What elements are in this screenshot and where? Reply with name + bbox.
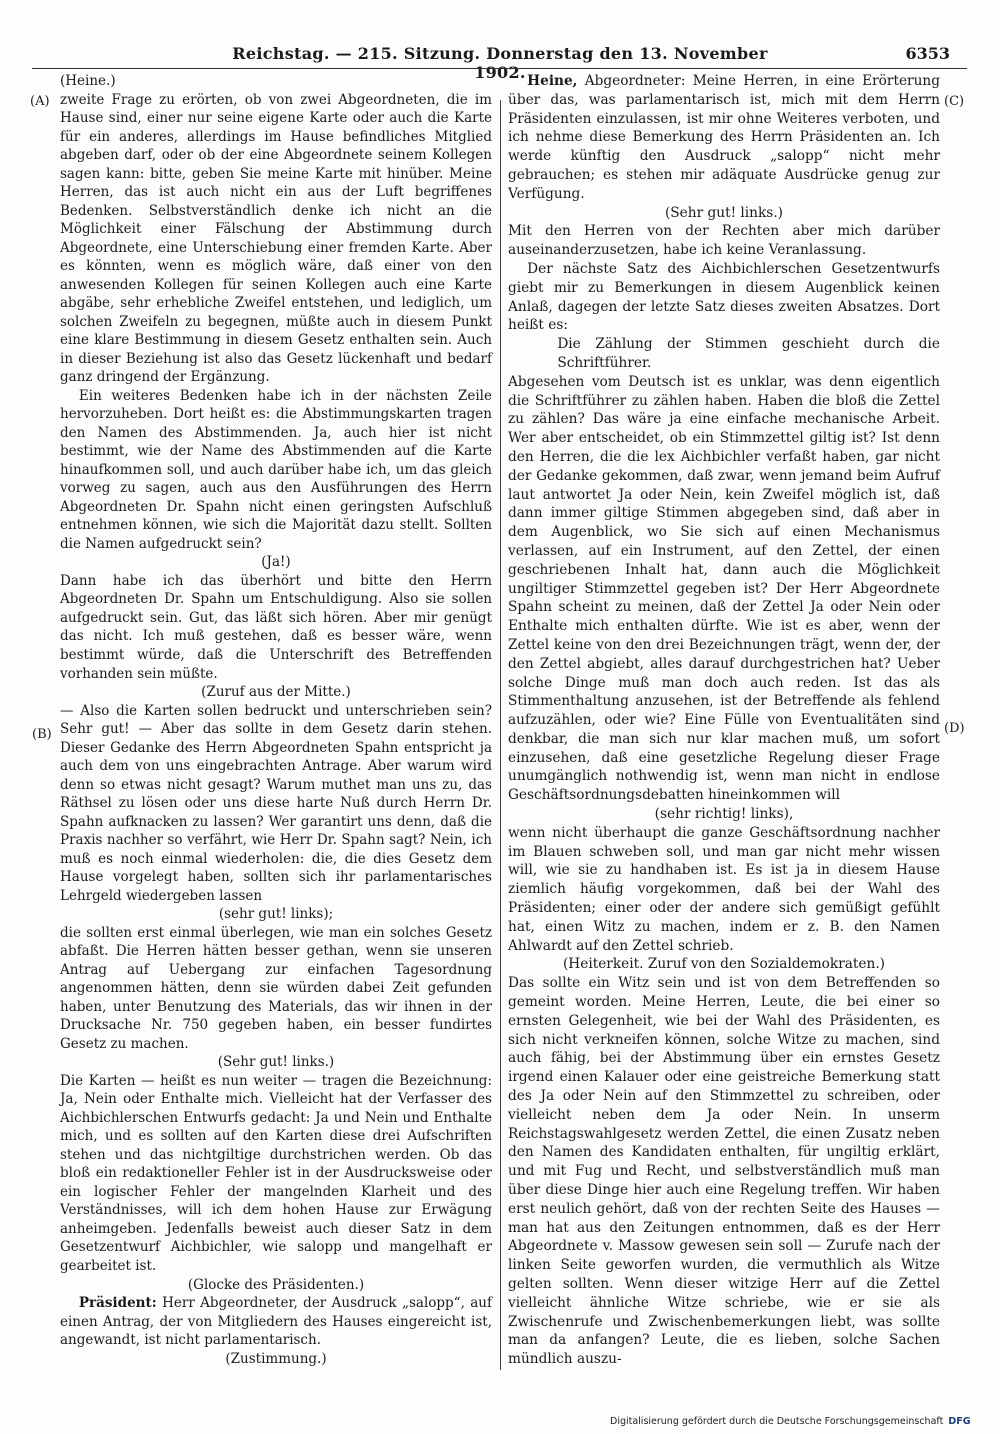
paragraph: Die Karten — heißt es nun weiter — tragen die Bezeichnung: Ja, Nein oder Enthalte mich. Vielleicht hat der Verfasser des Aichbichlerschen Entwurfs gedacht: Ja und Nein und Enthalte mich, und es sollten auf den Karten diese drei Aufschriften stehen und das nichtgiltige durchstrichen werden. Ob das bloß ein redaktioneller Fehler ist in der Ausdrucksweise oder ein logischer Fehler der mangelnden Klarheit und des Verständnisses, will ich dem hohen Hause zur Erwägung anheimgeben. Jedenfalls beweist auch dieser Satz in dem Gesetzentwurf Aichbichler, wie salopp und mangelhaft er gearbeitet ist. bbox=[60, 1072, 492, 1274]
margin-marker-c: (C) bbox=[944, 94, 965, 109]
margin-marker-a: (A) bbox=[30, 94, 50, 109]
left-column bbox=[60, 72, 492, 1368]
interjection: (Sehr gut! links.) bbox=[664, 204, 784, 221]
interjection: (Heiterkeit. Zuruf von den Sozialdemokraten.) bbox=[562, 956, 886, 973]
margin-marker-b: (B) bbox=[32, 727, 52, 742]
interjection: (sehr richtig! links), bbox=[654, 806, 794, 823]
footer bbox=[610, 1416, 971, 1427]
interjection: (Sehr gut! links.) bbox=[217, 1054, 335, 1071]
dfg-logo: DFG bbox=[948, 1416, 971, 1427]
interjection: (sehr gut! links); bbox=[218, 906, 334, 923]
speaker-paragraph bbox=[508, 72, 940, 204]
speaker-paragraph bbox=[60, 1294, 492, 1350]
column-rule bbox=[500, 100, 501, 1370]
interjection: (Glocke des Präsidenten.) bbox=[187, 1276, 365, 1293]
page-header: Reichstag. — 215. Sitzung. Donnerstag den 13. November 1902. bbox=[232, 44, 768, 82]
speaker-text: Abgeordneter: Meine Herren, in eine Erörterung über das, was parlamentarisch ist, mich mit dem Herrn Präsidenten einzulassen, ist mir ohne Weiteres verboten, und ich nehme diese Bemerkung des Herrn Präsidenten an. Ich werde künftig den Ausdruck „salopp“ nicht mehr gebrauchen; es stehen mir adäquate Ausdrücke genug zur Verfügung. bbox=[508, 73, 940, 202]
paragraph: — Also die Karten sollen bedruckt und unterschrieben sein? Sehr gut! — Aber das sollte in dem Gesetz darin stehen. Dieser Gedanke des Herrn Abgeordneten Spahn entspricht ja auch dem von uns eingebrachten Antrage. Aber warum wird denn so etwas nicht gesagt? Warum muthet man uns zu, das Räthsel zu lösen oder uns diese harte Nuß durch Herrn Dr. Spahn aufknacken zu lassen? Wer garantirt uns denn, daß die Praxis nachher so verfährt, wie Herr Dr. Spahn sagt? Nein, ich muß es noch einmal wiederholen: die, die dies Gesetz dem Hause vorgelegt haben, sollten sich ihr parlamentarisches Lehrgeld wiedergeben lassen bbox=[60, 702, 492, 904]
paragraph: Das sollte ein Witz sein und ist von dem Betreffenden so gemeint worden. Meine Herren, Leute, die bei einer so ernsten Gelegenheit, wie bei der Wahl des Präsidenten, es sich nicht verkneifen können, solche Witze zu machen, sind auch fähig, bei der Abstimmung über ein ernstes Gesetz irgend einen Kalauer oder eine geistreiche Bemerkung statt des Ja oder Nein auf den Stimmzettel zu schreiben, oder vielleicht neben dem Ja oder Nein. In unserm Reichstagswahlgesetz werden Zettel, die einen Zusatz neben den Namen des Kandidaten enthalten, für ungiltig erklärt, und mit Fug und Recht, und selbstverständlich muß man über diese Dinge hier auch eine Regelung treffen. Wir haben erst neulich gehört, daß von der rechten Seite des Hauses — man hat aus den Zeitungen entnommen, daß es der Herr Abgeordnete v. Massow gewesen sein soll — Zurufe nach der linken Seite geworfen wurden, die vermuthlich als Witze gelten sollten. Wenn dieser witzige Herr auf die Zettel vielleicht ähnliche Witze schriebe, wie er sie als Zwischenrufe und Zwischenbemerkungen liebt, was sollte man da anfangen? Leute, die es lieben, solche Sachen mündlich auszu- bbox=[508, 975, 940, 1368]
paragraph: zweite Frage zu erörten, ob von zwei Abgeordneten, die im Hause sind, einer nur seine eigene Karte oder auch die Karte für ein anderes, allerdings im Hause befindliches Mitglied abgeben darf, oder ob der eine Abgeordnete seinem Kollegen sagen kann: bitte, geben Sie meine Karte mit hinüber. Meine Herren, das ist auch nicht ein aus der Luft begriffenes Bedenken. Selbstverständlich denke ich nicht an die Möglichkeit einer Fälschung der Abstimmung durch Abgeordnete, eine Unterschiebung einer fremden Karte. Aber es könnten, wenn es möglich wäre, daß einer von den anwesenden Kollegen für seinen Kollegen auch eine Karte abgäbe, sehr erhebliche Zweifel entstehen, und lediglich, um solchen Zweifeln zu begegnen, müßte auch in diesem Punkt eine klare Bestimmung in diesem Gesetz enthalten sein. Auch in dieser Beziehung ist also das Gesetz lückenhaft und bedarf ganz dringend der Ergänzung. bbox=[60, 91, 492, 386]
footer-text: Digitalisierung gefördert durch die Deutsche Forschungsgemeinschaft bbox=[610, 1416, 944, 1427]
paragraph: (Heine.) bbox=[60, 73, 116, 89]
speaker-name: Präsident: bbox=[78, 1295, 157, 1312]
paragraph: wenn nicht überhaupt die ganze Geschäftsordnung nachher im Blauen schweben soll, und man gar nicht mehr wissen will, wie sie zu handhaben ist. Es ist ja in diesem Hause ziemlich häufig vorgekommen, daß bei der Wahl des Präsidenten; einer oder der andere sich gemüßigt gefühlt hat, einen Witz zu machen, indem er z. B. den Namen Ahlwardt auf den Zettel schrieb. bbox=[508, 824, 940, 954]
speaker-name: Heine, bbox=[527, 73, 578, 89]
interjection: (Zustimmung.) bbox=[225, 1350, 327, 1367]
paragraph: Dann habe ich das überhört und bitte den Herrn Abgeordneten Dr. Spahn um Entschuldigung. Also sie sollen aufgedruckt sein. Gut, das läßt sich hören. Aber mir genügt das nicht. Ich muß gestehen, daß es besser wäre, wenn bestimmt würde, daß die Unterschrift des Betreffenden vorhanden sein müßte. bbox=[60, 572, 492, 682]
paragraph: die sollten erst einmal überlegen, wie man ein solches Gesetz abfaßt. Die Herren hätten besser gethan, wenn sie unseren Antrag auf Uebergang zur einfachen Tagesordnung angenommen hätten, denn sie würden dabei Zeit gefunden haben, unter Benutzung des Materials, das wir ihnen in der Drucksache Nr. 750 gegeben haben, ein besser fundirtes Gesetz zu machen. bbox=[60, 924, 492, 1052]
interjection: (Zuruf aus der Mitte.) bbox=[201, 684, 351, 701]
page-number: 6353 bbox=[905, 44, 950, 63]
paragraph: Mit den Herren von der Rechten aber mich darüber auseinanderzusetzen, habe ich keine Veranlassung. bbox=[508, 223, 940, 259]
paragraph: Abgesehen vom Deutsch ist es unklar, was denn eigentlich die Schriftführer zu zählen haben. Haben die bloß die Zettel zu zählen? Das wäre ja eine einfache mechanische Arbeit. Wer aber entscheidet, ob ein Stimmzettel giltig ist? Ist denn den Herren, die die lex Aichbichler verfaßt haben, gar nicht der Gedanke gekommen, daß zwar, wenn jemand beim Aufruf laut antwortet Ja oder Nein, kein Zweifel möglich ist, daß dann immer giltige Stimmen abgegeben sind, daß aber in dem Augenblick, wo Sie sich auf einen Mechanismus verlassen, auf ein Instrument, auf den Zettel, der einen geschriebenen Inhalt hat, dann auch die Möglichkeit ungiltiger Stimmzettel gegeben ist? Der Herr Abgeordnete Spahn scheint zu meinen, daß der Zettel Ja oder Nein oder Enthalte mich enthalten dürfte. Wie ist es aber, wenn der Zettel keine von den drei Bezeichnungen trägt, wenn der, der den Zettel abgiebt, alles darauf durchgestrichen hat? Ueber solche Dinge muß man doch auch reden. Ist das als Stimmenthaltung anzusehen, ist der Betreffende als fehlend aufzuzählen, oder wie? Eine Fülle von Eventualitäten sind denkbar, die man sich nur klar machen muß, um sofort einzusehen, daß eine gesetzliche Regelung dieser Frage unumgänglich nothwendig ist, wenn man nicht in endlose Geschäftsordnungsdebatten hineinkommen will bbox=[508, 373, 940, 804]
speaker-text: Herr Abgeordneter, der Ausdruck „salopp“, auf einen Antrag, der von Mitgliedern des Hauses eingereicht ist, angewandt, ist nicht parlamentarisch. bbox=[60, 1295, 492, 1349]
quoted-text: Die Zählung der Stimmen geschieht durch die Schriftführer. bbox=[557, 336, 940, 371]
paragraph: Der nächste Satz des Aichbichlerschen Gesetzentwurfs giebt mir zu Bemerkungen in diesem Augenblick keinen Anlaß, dagegen der letzte Satz dieses zweiten Absatzes. Dort heißt es: bbox=[508, 260, 940, 334]
paragraph: Ein weiteres Bedenken habe ich in der nächsten Zeile hervorzuheben. Dort heißt es: die Abstimmungskarten tragen den Namen des Abstimmenden. Ja, auch hier ist nicht bestimmt, wie der Name des Abstimmenden auf die Karte hinaufkommen soll, und auch darüber habe ich, um das gleich vorweg zu sagen, auch aus den Ausführungen des Herrn Abgeordneten Dr. Spahn nicht einen geringsten Aufschluß entnehmen können, wie sich die Majorität dazu stellt. Sollten die Namen aufgedruckt sein? bbox=[60, 387, 492, 552]
interjection: (Ja!) bbox=[261, 554, 291, 571]
right-column bbox=[508, 72, 940, 1369]
margin-marker-d: (D) bbox=[944, 721, 965, 736]
header-rule bbox=[32, 68, 967, 69]
